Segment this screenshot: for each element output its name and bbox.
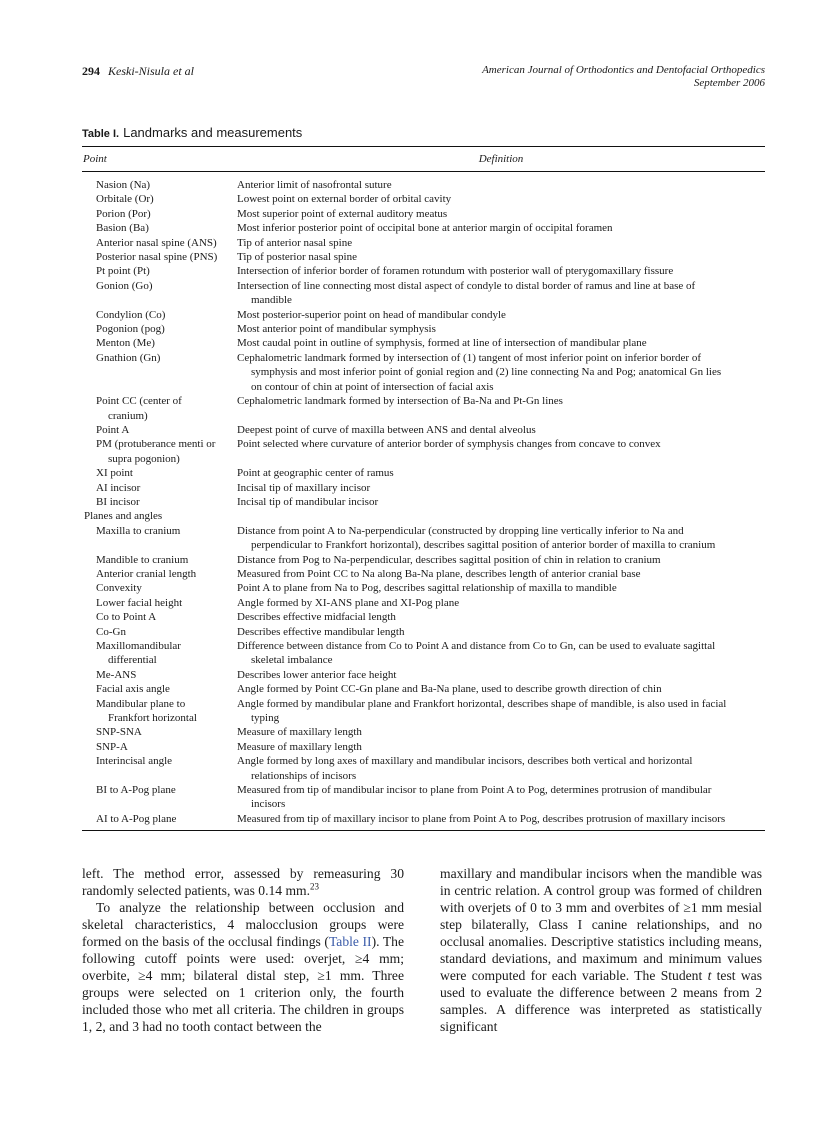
point-text: Point A — [96, 423, 130, 436]
table-row — [82, 725, 765, 739]
point-text: Menton (Me) — [96, 337, 155, 350]
definition-text: Describes effective midfacial length — [237, 611, 396, 624]
definition-cell — [237, 322, 765, 336]
point-cell — [82, 495, 237, 509]
table-row — [82, 697, 765, 726]
definition-text: Lowest point on external border of orbital cavity — [237, 193, 452, 206]
definition-text: Intersection of line connecting most distal aspect of condyle to distal border of ramus and line at base of — [237, 279, 696, 292]
table-row — [82, 322, 765, 336]
table-row — [82, 740, 765, 754]
paragraph-text: test was used to evaluate the difference between 2 means from 2 samples. A difference was interpreted as statistically significant — [440, 968, 762, 1034]
section-label: Planes and angles — [84, 510, 163, 523]
point-cell — [82, 553, 237, 567]
point-cell — [82, 264, 237, 278]
point-cell — [82, 308, 237, 322]
paragraph-text: To analyze the relationship between occlusion and skeletal characteristics, 4 malocclusion groups were formed on the basis of the occlusal findings ( — [82, 900, 404, 949]
definition-text: Point A to plane from Na to Pog, describes sagittal relationship of maxilla to mandible — [237, 582, 617, 595]
column-header-point: Point — [83, 153, 107, 165]
definition-text: perpendicular to Frankfort horizontal), describes sagittal position of anterior border of maxilla to cranium — [251, 539, 716, 552]
definition-text: Cephalometric landmark formed by intersection of Ba-Na and Pt-Gn lines — [237, 395, 563, 408]
table-header-row — [82, 147, 765, 171]
definition-cell — [237, 336, 765, 350]
point-cell — [82, 567, 237, 581]
point-text: Nasion (Na) — [96, 179, 151, 191]
point-cell — [82, 236, 237, 250]
table-title: Landmarks and measurements — [123, 125, 303, 140]
point-cell — [82, 754, 237, 783]
table-row — [82, 754, 765, 783]
definition-cell — [237, 639, 765, 668]
table-row — [82, 553, 765, 567]
table-row — [82, 264, 765, 278]
point-text: Pogonion (pog) — [96, 323, 165, 336]
definition-cell — [237, 725, 765, 739]
definition-cell — [237, 625, 765, 639]
point-text: Orbitale (Or) — [96, 193, 154, 206]
paragraph — [440, 865, 762, 1035]
point-text: Mandible to cranium — [96, 553, 189, 566]
table-reference-link[interactable]: Table II — [328, 934, 372, 949]
point-cell — [82, 221, 237, 235]
point-text: Gnathion (Gn) — [96, 351, 161, 364]
point-cell — [82, 639, 237, 668]
point-cell — [82, 207, 237, 221]
table-row — [82, 178, 765, 192]
point-text: SNP-A — [96, 740, 128, 753]
table-row — [82, 581, 765, 595]
table-body — [82, 172, 765, 830]
table-label: Table I. — [82, 128, 120, 140]
table-row — [82, 481, 765, 495]
definition-cell — [237, 567, 765, 581]
table-row — [82, 567, 765, 581]
table-row — [82, 207, 765, 221]
running-header — [82, 64, 765, 104]
point-text: differential — [108, 654, 157, 667]
point-cell — [82, 725, 237, 739]
table-caption — [82, 125, 302, 140]
definition-text: Angle formed by XI-ANS plane and XI-Pog plane — [237, 596, 460, 609]
point-cell — [82, 394, 237, 423]
definition-text: Most superior point of external auditory meatus — [237, 207, 448, 220]
point-cell — [82, 279, 237, 308]
point-text: Point CC (center of — [96, 395, 182, 408]
definition-text: Measured from Point CC to Na along Ba-Na plane, describes length of anterior cranial base — [237, 567, 641, 580]
definition-cell — [237, 192, 765, 206]
point-cell — [82, 178, 237, 192]
definition-text: Describes effective mandibular length — [237, 625, 405, 638]
point-text: Maxillomandibular — [96, 640, 181, 652]
column-header-definition: Definition — [478, 153, 524, 165]
definition-text: Most inferior posterior point of occipital bone at anterior margin of occipital foramen — [237, 222, 613, 235]
body-text — [82, 865, 765, 1095]
definition-cell — [237, 668, 765, 682]
definition-cell — [237, 610, 765, 624]
point-text: Facial axis angle — [96, 683, 170, 696]
point-cell — [82, 466, 237, 480]
point-cell — [82, 812, 237, 826]
paragraph-text: ). The following cutoff points were used: overjet, ≥4 mm; overbite, ≥4 mm; bilateral distal step, ≥1 mm. Three groups were selected on 1 criterion only, the fourth included those who met all criteria. The children in groups 1, 2, and 3 had no tooth contact between the — [82, 934, 404, 1034]
point-cell — [82, 322, 237, 336]
table-row — [82, 610, 765, 624]
definition-cell — [237, 221, 765, 235]
definition-text: Measured from tip of mandibular incisor to plane from Point A to Pog, determines protrusion of mandibular — [237, 784, 712, 797]
definition-text: on contour of chin at point of intersection of facial axis — [251, 380, 494, 393]
point-text: AI incisor — [96, 481, 141, 494]
table-row — [82, 466, 765, 480]
author-line: Keski-Nisula et al — [108, 64, 194, 78]
point-text: Posterior nasal spine (PNS) — [96, 251, 218, 264]
definition-cell — [237, 423, 765, 437]
table-row — [82, 236, 765, 250]
point-text: Lower facial height — [96, 596, 183, 609]
table-row — [82, 221, 765, 235]
definition-text: Incisal tip of mandibular incisor — [237, 495, 379, 508]
table-row — [82, 682, 765, 696]
point-text: Porion (Por) — [96, 207, 151, 220]
point-cell — [82, 783, 237, 812]
definition-cell — [237, 783, 765, 812]
definition-cell — [237, 308, 765, 322]
point-text: cranium) — [108, 409, 148, 422]
point-text: Interincisal angle — [96, 755, 173, 768]
table-row — [82, 524, 765, 553]
definition-cell — [237, 178, 765, 192]
point-cell — [82, 336, 237, 350]
definition-text: Measure of maxillary length — [237, 740, 362, 753]
definition-cell — [237, 697, 765, 726]
definition-text: Angle formed by Point CC-Gn plane and Ba-Na plane, used to describe growth direction of chin — [237, 683, 662, 696]
definition-text: Most anterior point of mandibular symphysis — [237, 323, 436, 336]
point-cell — [82, 192, 237, 206]
definition-text: Tip of anterior nasal spine — [237, 236, 353, 249]
point-cell — [82, 610, 237, 624]
point-text: Maxilla to cranium — [96, 524, 181, 537]
journal-name: American Journal of Orthodontics and Dentofacial Orthopedics — [482, 64, 765, 76]
definition-cell — [237, 740, 765, 754]
point-text: Basion (Ba) — [96, 222, 149, 235]
table-row — [82, 668, 765, 682]
page-number: 294 — [82, 64, 100, 78]
definition-cell — [237, 553, 765, 567]
definition-text: Measured from tip of maxillary incisor to plane from Point A to Pog, describes protrusion of maxillary incisors — [237, 812, 726, 825]
definition-cell — [237, 481, 765, 495]
definition-text: Anterior limit of nasofrontal suture — [237, 179, 392, 191]
definition-text: Point selected where curvature of anterior border of symphysis changes from concave to convex — [237, 438, 661, 451]
point-cell — [82, 524, 237, 553]
definition-text: Most caudal point in outline of symphysis, formed at line of intersection of mandibular plane — [237, 337, 647, 350]
point-text: Anterior cranial length — [96, 567, 197, 580]
definition-cell — [237, 495, 765, 509]
italic-t: t — [707, 968, 712, 983]
definition-text: Incisal tip of maxillary incisor — [237, 481, 371, 494]
point-cell — [82, 481, 237, 495]
point-text: supra pogonion) — [108, 452, 180, 465]
point-cell — [82, 625, 237, 639]
definition-text: Describes lower anterior face height — [237, 668, 397, 681]
point-text: Mandibular plane to — [96, 697, 186, 710]
point-text: Convexity — [96, 582, 142, 595]
table-row — [82, 192, 765, 206]
definition-text: Measure of maxillary length — [237, 726, 362, 739]
table-row — [82, 639, 765, 668]
point-cell — [82, 423, 237, 437]
point-text: SNP-SNA — [96, 726, 142, 739]
definition-cell — [237, 394, 765, 423]
definition-text: symphysis and most inferior point of gonial region and (2) line connecting Na and Pog; anatomical Gn lies — [251, 366, 722, 379]
definition-text: skeletal imbalance — [251, 654, 333, 667]
table-row — [82, 596, 765, 610]
paragraph — [82, 899, 404, 1035]
table-row — [82, 308, 765, 322]
definition-cell — [237, 682, 765, 696]
definition-cell — [237, 812, 765, 826]
table-row — [82, 423, 765, 437]
point-cell — [82, 596, 237, 610]
definition-text: Angle formed by long axes of maxillary and mandibular incisors, describes both vertical and horizontal — [237, 755, 693, 768]
definition-text: Intersection of inferior border of foramen rotundum with posterior wall of pterygomaxillary fissure — [237, 265, 674, 278]
definition-text: Angle formed by mandibular plane and Frankfort horizontal, describes shape of mandible, is also used in facial — [237, 697, 727, 710]
right-column — [440, 865, 762, 1035]
point-text: Co to Point A — [96, 611, 157, 624]
point-cell — [82, 351, 237, 394]
definition-text: Most posterior-superior point on head of mandibular condyle — [237, 308, 506, 321]
point-text: BI to A-Pog plane — [96, 784, 176, 797]
definition-cell — [237, 596, 765, 610]
definition-cell — [237, 207, 765, 221]
point-text: AI to A-Pog plane — [96, 812, 177, 825]
table-row — [82, 783, 765, 812]
definition-text: Cephalometric landmark formed by intersection of (1) tangent of most inferior point on inferior border of — [237, 351, 701, 364]
definition-text: incisors — [251, 798, 286, 811]
definition-cell — [237, 581, 765, 595]
definition-text: Distance from Pog to Na-perpendicular, describes sagittal position of chin in relation to cranium — [237, 553, 661, 566]
left-column — [82, 865, 404, 1035]
point-text: BI incisor — [96, 495, 140, 508]
definition-text: Distance from point A to Na-perpendicular (constructed by dropping line vertically inferior to Na and — [237, 524, 684, 537]
definition-text: Point at geographic center of ramus — [237, 467, 394, 480]
table-row — [82, 394, 765, 423]
definition-cell — [237, 754, 765, 783]
table-row — [82, 812, 765, 826]
point-text: Co-Gn — [96, 625, 126, 638]
definition-cell — [237, 524, 765, 553]
point-text: Frankfort horizontal — [108, 712, 197, 725]
definition-cell — [237, 264, 765, 278]
issue-date: September 2006 — [693, 77, 765, 89]
definition-text: Tip of posterior nasal spine — [237, 251, 357, 264]
point-cell — [82, 697, 237, 726]
point-text: Me-ANS — [96, 668, 137, 681]
running-header-right — [482, 64, 765, 90]
point-text: PM (protuberance menti or — [96, 438, 216, 451]
table-section-row — [82, 509, 765, 523]
definition-text: Difference between distance from Co to Point A and distance from Co to Gn, can be used to evaluate sagittal — [237, 640, 716, 652]
point-text: Gonion (Go) — [96, 279, 153, 292]
point-text: XI point — [96, 467, 133, 480]
point-cell — [82, 437, 237, 466]
paragraph — [82, 865, 404, 899]
definition-cell — [237, 279, 765, 308]
point-cell — [82, 682, 237, 696]
running-header-left — [82, 64, 194, 79]
definition-cell — [237, 250, 765, 264]
definition-text: relationships of incisors — [251, 769, 357, 782]
definition-cell — [237, 466, 765, 480]
table-row — [82, 625, 765, 639]
paragraph-text: maxillary and mandibular incisors when the mandible was in centric relation. A control group was formed of children with overjets of 0 to 3 mm and overbites of ≥1 mm mesial step bilaterally, Class I canine relationships, and no occlusal anomalies. Descriptive statistics including means, standard deviations, and maximum and minimum values were computed for each variable. The Student — [440, 866, 762, 983]
definition-text: mandible — [251, 294, 292, 307]
definition-cell — [237, 437, 765, 466]
point-cell — [82, 668, 237, 682]
table-row — [82, 495, 765, 509]
point-text: Pt point (Pt) — [96, 265, 150, 278]
table-row — [82, 437, 765, 466]
table-bottom-rule — [82, 830, 765, 831]
definition-cell — [237, 351, 765, 394]
landmarks-table — [82, 146, 765, 831]
point-cell — [82, 250, 237, 264]
definition-text: typing — [251, 712, 280, 725]
table-row — [82, 351, 765, 394]
definition-text: Deepest point of curve of maxilla between ANS and dental alveolus — [237, 423, 536, 436]
point-text: Anterior nasal spine (ANS) — [96, 236, 217, 249]
point-text: Condylion (Co) — [96, 308, 166, 321]
table-row — [82, 279, 765, 308]
table-row — [82, 250, 765, 264]
definition-cell — [237, 236, 765, 250]
reference-superscript: 23 — [310, 881, 320, 892]
table-row — [82, 336, 765, 350]
point-cell — [82, 581, 237, 595]
point-cell — [82, 740, 237, 754]
paragraph-text: left. The method error, assessed by remeasuring 30 randomly selected patients, was 0.14 mm. — [82, 866, 404, 898]
